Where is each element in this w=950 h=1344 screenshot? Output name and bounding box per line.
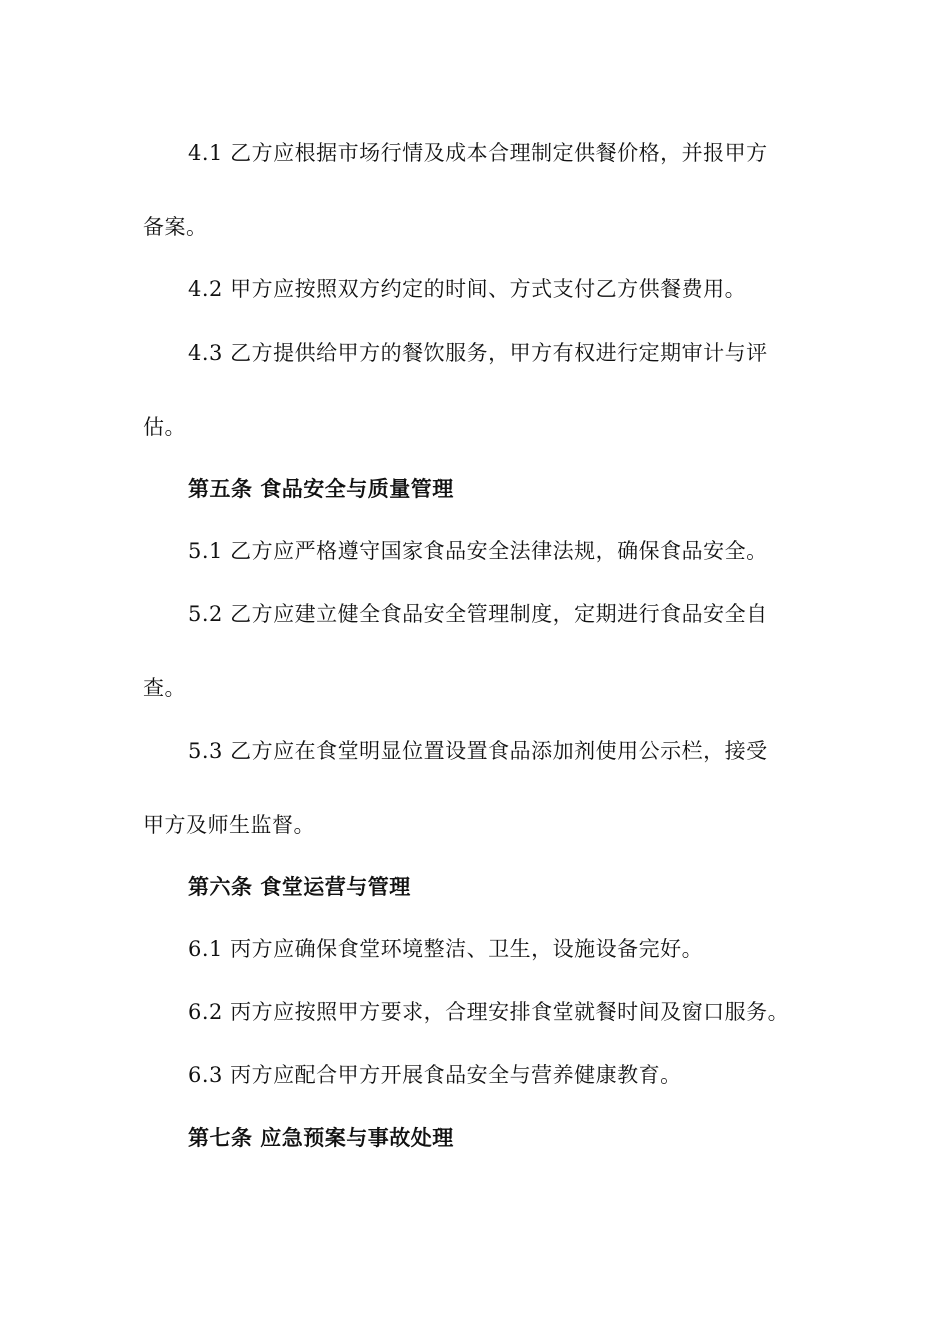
clause-5-1: 5.1 乙方应严格遵守国家食品安全法律法规，确保食品安全。 xyxy=(188,539,768,563)
clause-5-3-line-2: 甲方及师生监督。 xyxy=(143,813,315,837)
clause-5-2-line-2: 查。 xyxy=(143,676,186,700)
clause-6-1: 6.1 丙方应确保食堂环境整洁、卫生，设施设备完好。 xyxy=(188,937,704,961)
clause-5-3-line-1: 5.3 乙方应在食堂明显位置设置食品添加剂使用公示栏，接受 xyxy=(188,739,768,763)
article-7-heading: 第七条 应急预案与事故处理 xyxy=(188,1126,454,1150)
clause-6-2: 6.2 丙方应按照甲方要求，合理安排食堂就餐时间及窗口服务。 xyxy=(188,1000,790,1024)
article-5-heading: 第五条 食品安全与质量管理 xyxy=(188,477,454,501)
article-6-heading: 第六条 食堂运营与管理 xyxy=(188,875,411,899)
clause-4-1-line-1: 4.1 乙方应根据市场行情及成本合理制定供餐价格，并报甲方 xyxy=(188,141,768,165)
clause-4-2: 4.2 甲方应按照双方约定的时间、方式支付乙方供餐费用。 xyxy=(188,277,747,301)
clause-4-3-line-2: 估。 xyxy=(143,415,186,439)
clause-5-2-line-1: 5.2 乙方应建立健全食品安全管理制度，定期进行食品安全自 xyxy=(188,602,768,626)
clause-4-3-line-1: 4.3 乙方提供给甲方的餐饮服务，甲方有权进行定期审计与评 xyxy=(188,341,768,365)
clause-6-3: 6.3 丙方应配合甲方开展食品安全与营养健康教育。 xyxy=(188,1063,682,1087)
clause-4-1-line-2: 备案。 xyxy=(143,215,208,239)
